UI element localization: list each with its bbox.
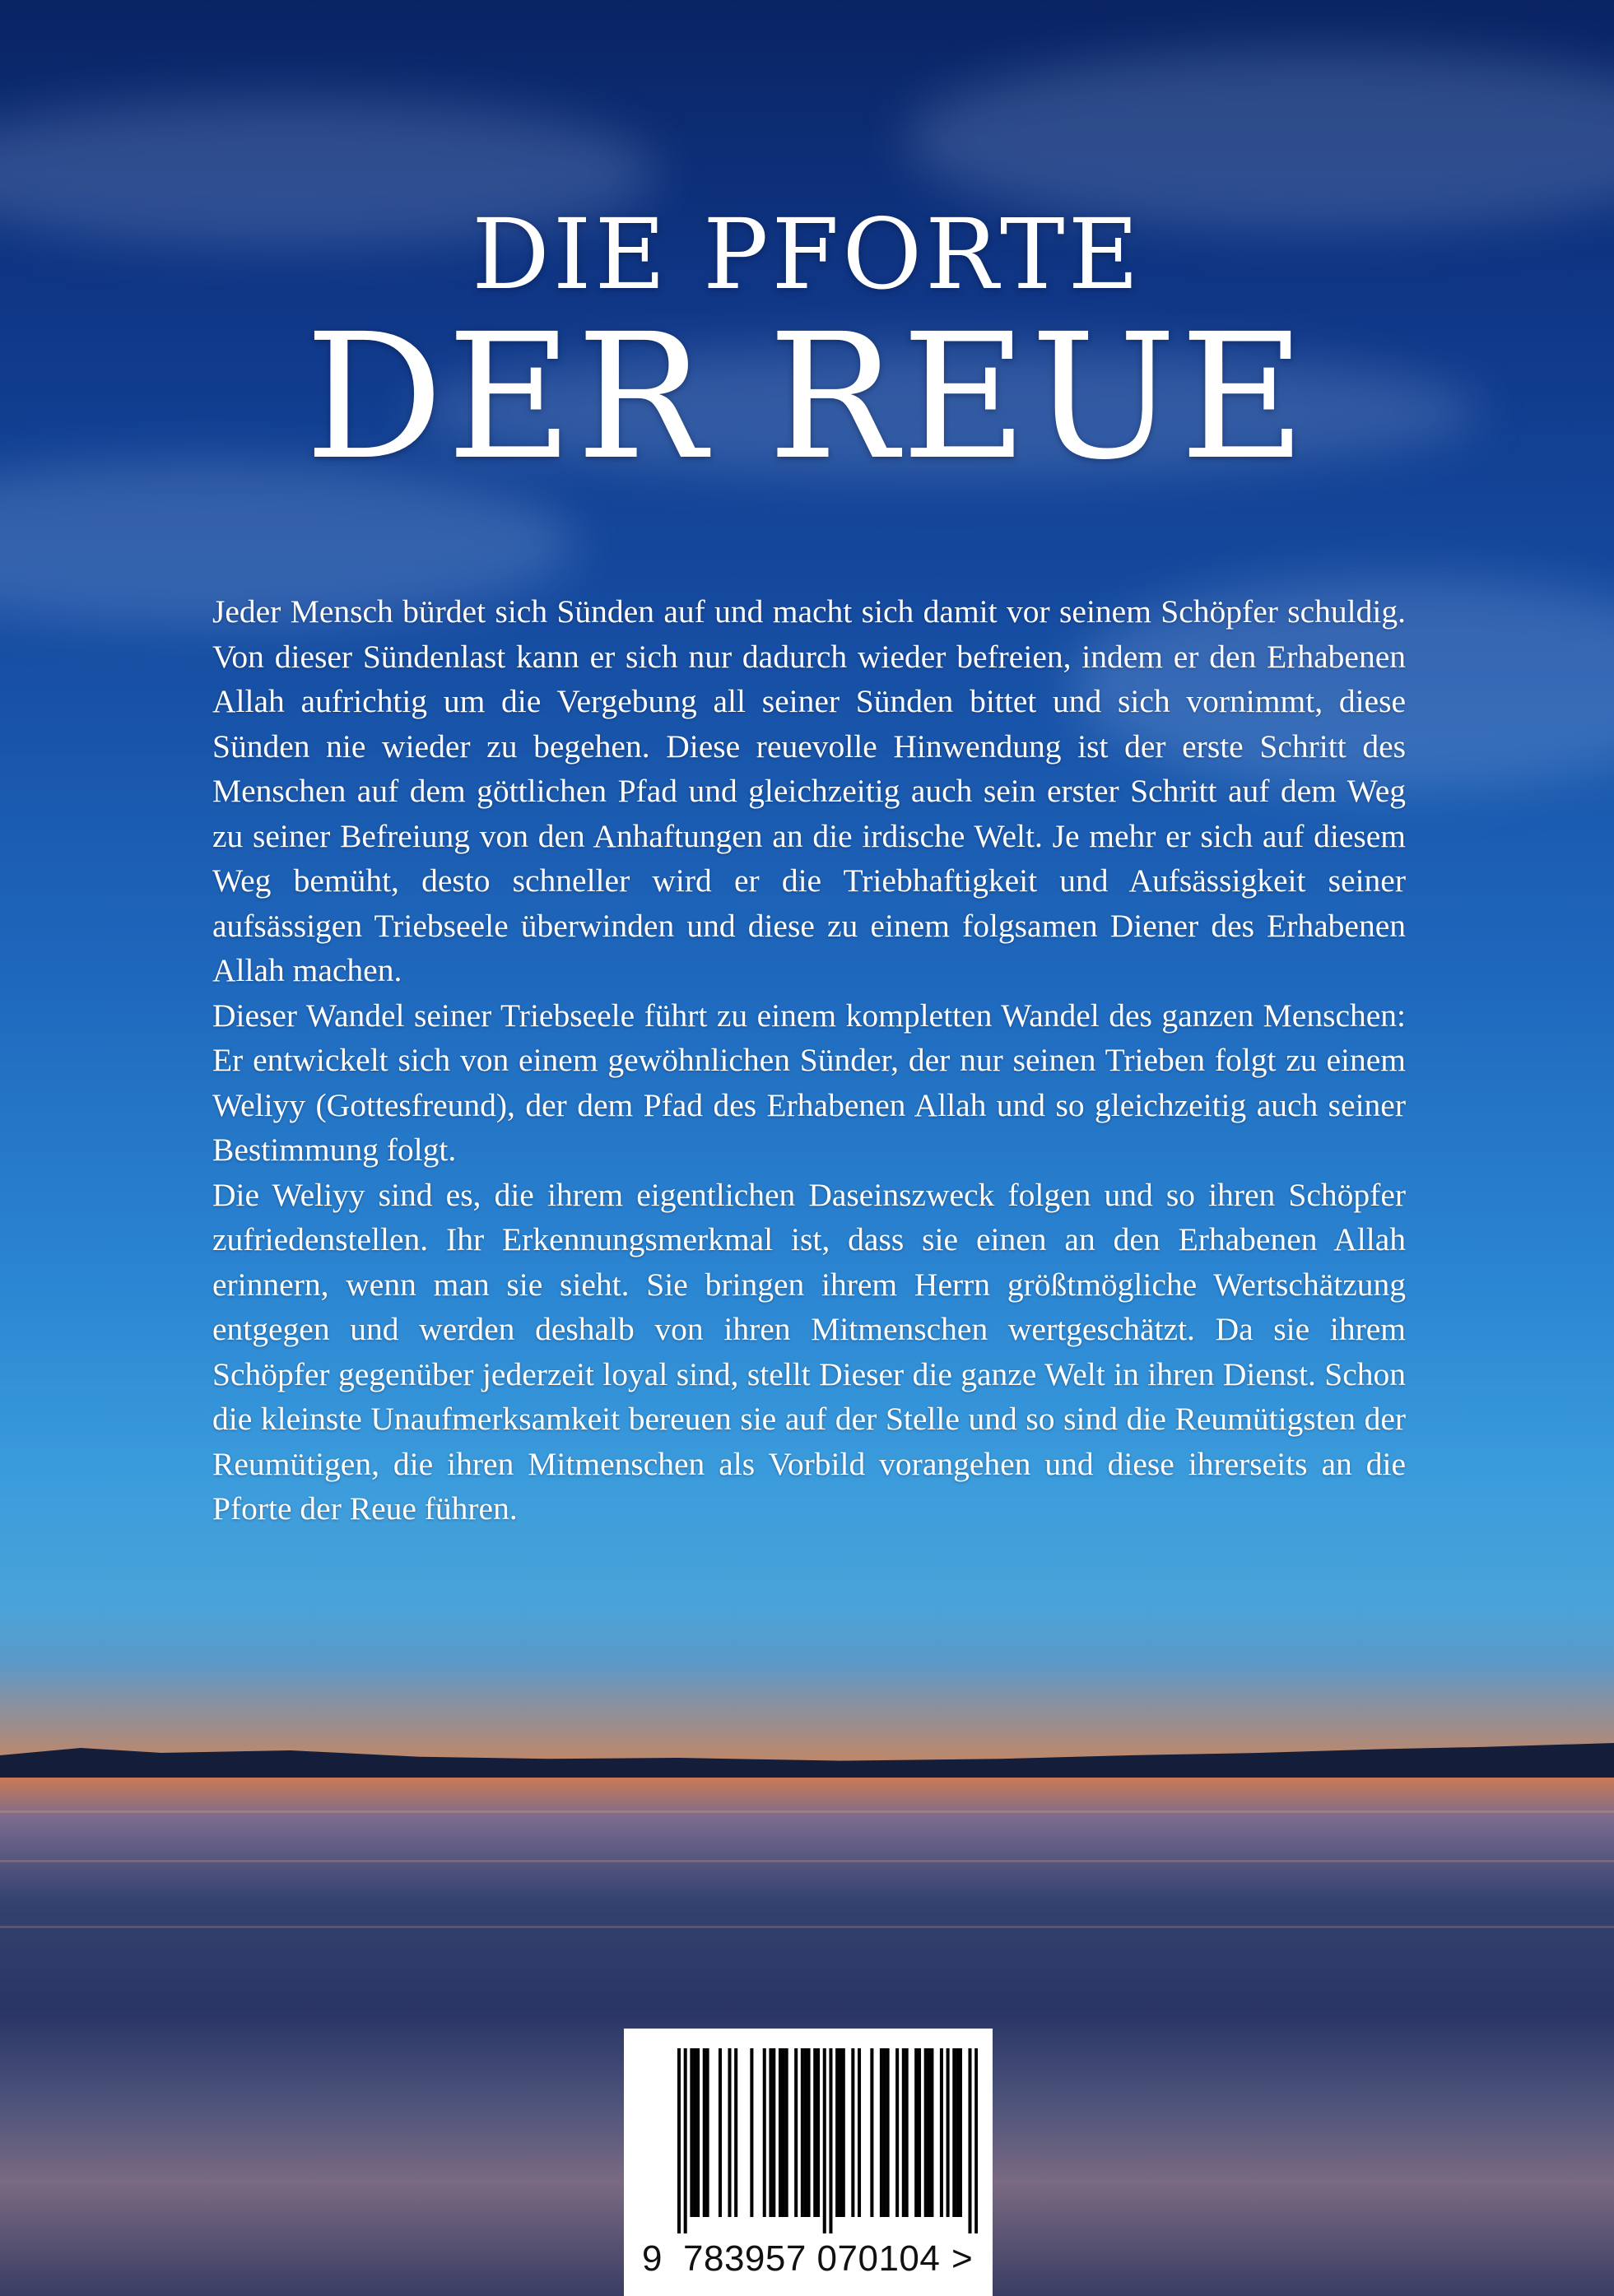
isbn-quiet-zone-marker: > [951, 2238, 973, 2279]
barcode-bar [940, 2048, 943, 2217]
barcode-bar [851, 2048, 854, 2217]
barcode-bar [947, 2048, 950, 2217]
barcode-bar [956, 2048, 959, 2217]
barcode-bar [693, 2048, 696, 2217]
barcode-bar [769, 2048, 772, 2217]
barcode-bar [794, 2048, 798, 2217]
barcode-bar [750, 2048, 753, 2217]
blurb-paragraph-2: Dieser Wandel seiner Triebseele führt zu einem kompletten Wandel des ganzen Menschen: Er entwickelt sich von einem gewöhnlichen Sünder, der nur seinen Trieben folgt zu einem Weliyy (Gottesfreund), der dem Pfad des Erhabenen Allah und so gleichzeitig auch seiner Bestimmung folgt. [212, 997, 1406, 1168]
barcode-bar [719, 2048, 722, 2217]
barcode-bar [813, 2048, 816, 2217]
blurb-text [212, 589, 1406, 1531]
barcode-guard-bar [823, 2048, 826, 2233]
barcode-bar [703, 2048, 706, 2217]
barcode-bar [734, 2048, 737, 2217]
blurb-paragraph-1: Jeder Mensch bürdet sich Sünden auf und macht sich damit vor seinem Schöpfer schuldig. Von dieser Sündenlast kann er sich nur dadurch wieder befreien, indem er den Erhabenen Allah aufrichtig um die Vergebung all seiner Sünden bittet und sich vornimmt, diese Sünden nie wieder zu begehen. Diese reuevolle Hinwendung ist der erste Schritt des Menschen auf dem göttlichen Pfad und gleichzeitig auch sein erster Schritt auf dem Weg zu seiner Befreiung von den Anhaftungen an die irdische Welt. Je mehr er sich auf diesem Weg bemüht, desto schneller wird er die Triebhaftigkeit und Aufsässigkeit seiner aufsässigen Triebseele überwinden und diese zu einem folgsamen Diener des Erhabenen Allah machen. [212, 593, 1406, 988]
barcode-bar [706, 2048, 709, 2217]
barcode-bar [952, 2048, 956, 2217]
barcode-bar [816, 2048, 820, 2217]
barcode-bar [804, 2048, 807, 2217]
barcode-bar [883, 2048, 886, 2217]
barcode-bar [902, 2048, 905, 2217]
title-line-1: DIE PFORTE [472, 198, 1142, 311]
barcode-bar [696, 2048, 700, 2217]
barcode-bar [728, 2048, 731, 2217]
isbn-main-digits: 783957 070104 [683, 2238, 941, 2279]
barcode-bar [870, 2048, 873, 2217]
barcode-bar [835, 2048, 839, 2217]
barcode-guard-bar [829, 2048, 832, 2233]
title-line-2: DER REUE [305, 296, 1309, 498]
isbn-number [624, 2234, 993, 2284]
barcode-bar [918, 2048, 921, 2217]
barcode-bar [801, 2048, 804, 2217]
barcode-bar [886, 2048, 890, 2217]
barcode-bar [880, 2048, 883, 2217]
barcode-bar [782, 2048, 785, 2217]
barcode-bar [858, 2048, 861, 2217]
barcode-bar [785, 2048, 788, 2217]
barcode-bar [928, 2048, 931, 2217]
isbn-lead-digit: 9 [642, 2238, 663, 2279]
barcode-bar [779, 2048, 782, 2217]
water-reflection [0, 1810, 1614, 1813]
barcode-guard-bar [684, 2048, 687, 2233]
barcode-bar [895, 2048, 899, 2217]
barcode-bar [807, 2048, 811, 2217]
barcode-bar [914, 2048, 918, 2217]
barcode-bar [842, 2048, 845, 2217]
barcode-bar [905, 2048, 909, 2217]
barcode-bar [839, 2048, 842, 2217]
barcode-bar [959, 2048, 962, 2217]
barcode-bars [677, 2048, 978, 2233]
blurb-paragraph-3: Die Weliyy sind es, die ihrem eigentlichen Daseinszweck folgen und so ihren Schöpfer zufriedenstellen. Ihr Erkennungsmerkmal ist, dass sie einen an den Erhabenen Allah erinnern, wenn man sie sieht. Sie bringen ihrem Herrn größtmögliche Wertschätzung entgegen und werden deshalb von ihren Mitmenschen wertgeschätzt. Da sie ihrem Schöpfer gegenüber jederzeit loyal sind, stellt Dieser die ganze Welt in ihren Dienst. Schon die kleinste Unaufmerksamkeit bereuen sie auf der Stelle und so sind die Reumütigsten der Reumütigen, die ihren Mitmenschen als Vorbild vorangehen und diese ihrerseits an die Pforte der Reue führen. [212, 1176, 1406, 1527]
barcode-bar [690, 2048, 693, 2217]
water-reflection [0, 1860, 1614, 1862]
barcode-bar [930, 2048, 933, 2217]
barcode-bar [924, 2048, 928, 2217]
barcode-label [624, 2029, 993, 2296]
barcode-guard-bar [968, 2048, 971, 2233]
water-reflection [0, 1926, 1614, 1928]
barcode-guard-bar [974, 2048, 978, 2233]
barcode-guard-bar [677, 2048, 681, 2233]
barcode-bar [772, 2048, 775, 2217]
barcode-bar [763, 2048, 766, 2217]
